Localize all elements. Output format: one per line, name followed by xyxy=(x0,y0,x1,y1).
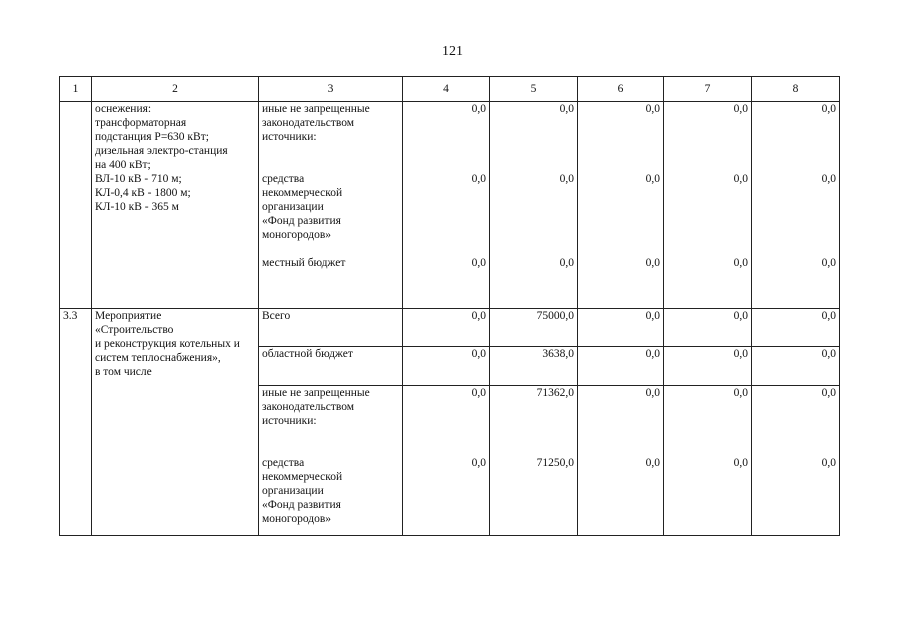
value: 0,0 xyxy=(645,103,660,115)
source-line: местный бюджет xyxy=(262,257,346,269)
value-cell: 71362,0 xyxy=(490,386,578,456)
value: 0,0 xyxy=(733,173,748,185)
source-line: средства xyxy=(262,456,305,469)
value: 0,0 xyxy=(821,103,836,115)
description-line: трансформаторная xyxy=(95,117,187,129)
source-line: моногородов» xyxy=(262,512,332,525)
value-cell: 0,0 xyxy=(403,456,490,536)
measure-description-cell xyxy=(92,102,259,309)
value-cell-col7 xyxy=(664,102,752,309)
table-row xyxy=(60,309,840,347)
table-row xyxy=(60,102,840,309)
source-line: средства xyxy=(262,173,305,185)
source-line: моногородов» xyxy=(262,229,332,241)
value-cell: 0,0 xyxy=(752,386,840,456)
header-cell: 8 xyxy=(752,77,840,102)
value-cell: 0,0 xyxy=(752,347,840,386)
source-line: иные не запрещенные xyxy=(262,387,370,399)
value: 0,0 xyxy=(821,173,836,185)
value-cell: 0,0 xyxy=(403,309,490,347)
description-line: подстанция Р=630 кВт; xyxy=(95,131,209,143)
description-line: на 400 кВт; xyxy=(95,159,151,171)
value: 0,0 xyxy=(733,103,748,115)
description-line: ВЛ-10 кВ - 710 м; xyxy=(95,173,182,185)
source-line: законодательством xyxy=(262,117,355,129)
description-line: оснежения: xyxy=(95,103,152,115)
description-line: «Строительство xyxy=(95,324,174,336)
value: 0,0 xyxy=(645,257,660,269)
value-cell: 0,0 xyxy=(752,309,840,347)
value: 0,0 xyxy=(559,103,574,115)
value: 0,0 xyxy=(821,257,836,269)
header-cell: 1 xyxy=(60,77,92,102)
value-cell: 0,0 xyxy=(664,456,752,536)
value: 0,0 xyxy=(471,173,486,185)
description-line: и реконструкция котельных и xyxy=(95,338,240,350)
value: 0,0 xyxy=(645,173,660,185)
value-cell: 0,0 xyxy=(664,347,752,386)
description-line: КЛ-0,4 кВ - 1800 м; xyxy=(95,187,191,199)
description-line: систем теплоснабжения», xyxy=(95,352,221,364)
measure-description-cell xyxy=(92,309,259,536)
value-cell-col4 xyxy=(403,102,490,309)
description-line: Мероприятие xyxy=(95,310,162,322)
value-cell: 75000,0 xyxy=(490,309,578,347)
budget-table xyxy=(59,76,840,536)
header-row xyxy=(60,77,840,102)
value: 0,0 xyxy=(559,257,574,269)
value-cell: 0,0 xyxy=(664,309,752,347)
funding-source-cell xyxy=(259,102,403,309)
value-cell: 0,0 xyxy=(664,386,752,456)
value-cell-col6 xyxy=(578,102,664,309)
value-cell: 0,0 xyxy=(578,347,664,386)
source-line: источники: xyxy=(262,415,317,427)
value-cell-col5 xyxy=(490,102,578,309)
source-line: иные не запрещенные xyxy=(262,103,370,115)
source-line: областной бюджет xyxy=(262,348,353,360)
description-line: дизельная электро-станция xyxy=(95,145,228,157)
header-cell: 2 xyxy=(92,77,259,102)
value: 0,0 xyxy=(559,173,574,185)
source-line: организации xyxy=(262,201,324,213)
header-cell: 4 xyxy=(403,77,490,102)
value-cell: 0,0 xyxy=(403,347,490,386)
value-cell: 0,0 xyxy=(578,386,664,456)
source-line: некоммерческой xyxy=(262,187,343,199)
value: 0,0 xyxy=(471,257,486,269)
value-cell: 0,0 xyxy=(403,386,490,456)
source-line: «Фонд развития xyxy=(262,215,341,227)
header-cell: 7 xyxy=(664,77,752,102)
source-line: организации xyxy=(262,484,324,497)
row-code-cell: 3.3 xyxy=(60,309,92,536)
header-cell: 3 xyxy=(259,77,403,102)
value-cell: 0,0 xyxy=(578,309,664,347)
value-cell: 0,0 xyxy=(578,456,664,536)
value: 0,0 xyxy=(471,103,486,115)
funding-source-cell xyxy=(259,386,403,456)
source-line: источники: xyxy=(262,131,317,143)
value-cell: 3638,0 xyxy=(490,347,578,386)
funding-source-cell xyxy=(259,347,403,386)
value: 0,0 xyxy=(733,257,748,269)
source-line: законодательством xyxy=(262,401,355,413)
value-cell: 0,0 xyxy=(752,456,840,536)
value-cell-col8 xyxy=(752,102,840,309)
header-cell: 5 xyxy=(490,77,578,102)
page-number: 121 xyxy=(442,44,463,59)
header-cell: 6 xyxy=(578,77,664,102)
value-cell: 71250,0 xyxy=(490,456,578,536)
description-line: в том числе xyxy=(95,366,152,378)
row-code-cell xyxy=(60,102,92,309)
funding-source-cell xyxy=(259,456,403,536)
funding-source-cell xyxy=(259,309,403,347)
source-line: «Фонд развития xyxy=(262,498,341,511)
description-line: КЛ-10 кВ - 365 м xyxy=(95,201,179,213)
source-line: Всего xyxy=(262,310,291,322)
source-line: некоммерческой xyxy=(262,470,343,483)
